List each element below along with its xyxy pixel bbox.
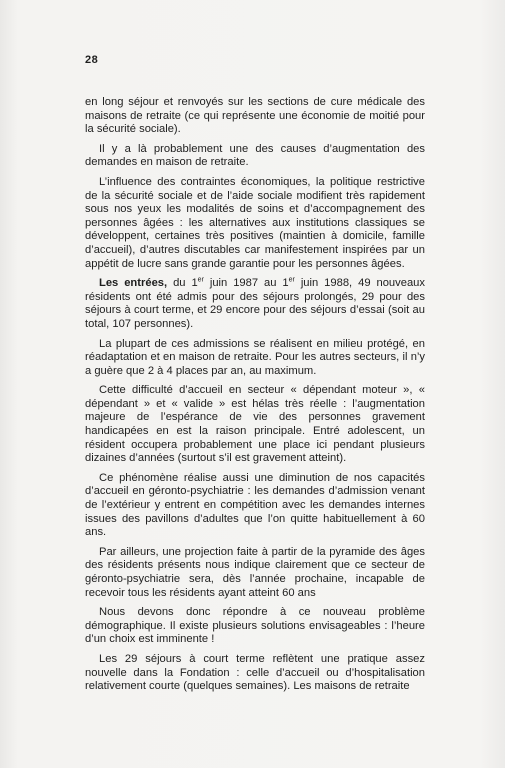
paragraph-text: du 1	[167, 277, 198, 290]
paragraph-8: Par ailleurs, une projection faite à partir de la pyramide des âges des résidents présents nous indique clairement que ce secteur de géronto-psychiatrie sera, dès l’année prochaine, incapable de recevoir tous les résidents ayant atteint 60 ans	[85, 545, 425, 599]
paragraph-5: La plupart de ces admissions se réalisent en milieu protégé, en réadaptation et en maison de retraite. Pour les autres secteurs, il n’y a guère que 2 à 4 places par an, au maximum.	[85, 337, 425, 377]
superscript: er	[197, 276, 204, 284]
paragraph-9: Nous devons donc répondre à ce nouveau problème démographique. Il existe plusieurs solutions envisageables : l’heure d’un choix est imminente !	[85, 606, 425, 646]
superscript: er	[288, 276, 295, 284]
paragraph-3: L’influence des contraintes économiques, la politique restrictive de la sécurité sociale et de l’aide sociale modifient très rapidement sous nos yeux les modalités de soins et d’accompagnement des personnes âgées : les alternatives aux institutions classiques se développent, certaines très positives (maintien à domicile, famille d’accueil), d’autres discutables car manifestement inspirées par un appétit de lucre sans grande garantie pour les personnes âgées.	[85, 175, 425, 270]
page-number: 28	[85, 54, 99, 66]
paragraph-lead: Les entrées,	[99, 277, 168, 290]
paragraph-4	[85, 277, 425, 331]
paragraph-text: juin 1988, 49 nouveaux résidents ont été admis pour des séjours prolongés, 29 pour des séjours à court terme, et 29 encore pour des séjours d’essai (soit au total, 107 personnes).	[85, 277, 426, 330]
body-text	[85, 96, 425, 700]
paragraph-text: juin 1987 au 1	[203, 277, 289, 290]
paragraph-6: Cette difficulté d’accueil en secteur « dépendant moteur », « dépendant » et « valide » est hélas très réelle : l’augmentation majeure de l’espérance de vie des personnes gravement handicapées en est la raison principale. Entré adolescent, un résident occupera probablement une place ici pendant plusieurs dizaines d’années (surtout s’il est gravement atteint).	[85, 384, 425, 465]
paragraph-1: en long séjour et renvoyés sur les sections de cure médicale des maisons de retraite (ce qui représente une économie de moitié pour la sécurité sociale).	[85, 96, 425, 136]
paragraph-7: Ce phénomène réalise aussi une diminution de nos capacités d’accueil en géronto-psychiatrie : les demandes d’admission venant de l’extérieur y entrent en compétition avec les demandes internes issues des pavillons d’adultes que l’on quitte habituellement à 60 ans.	[85, 471, 425, 539]
paragraph-10: Les 29 séjours à court terme reflètent une pratique assez nouvelle dans la Fondation : celle d’accueil ou d’hospitalisation relativement courte (quelques semaines). Les maisons de retraite	[85, 652, 425, 693]
paragraph-2: Il y a là probablement une des causes d’augmentation des demandes en maison de retraite.	[85, 142, 425, 169]
